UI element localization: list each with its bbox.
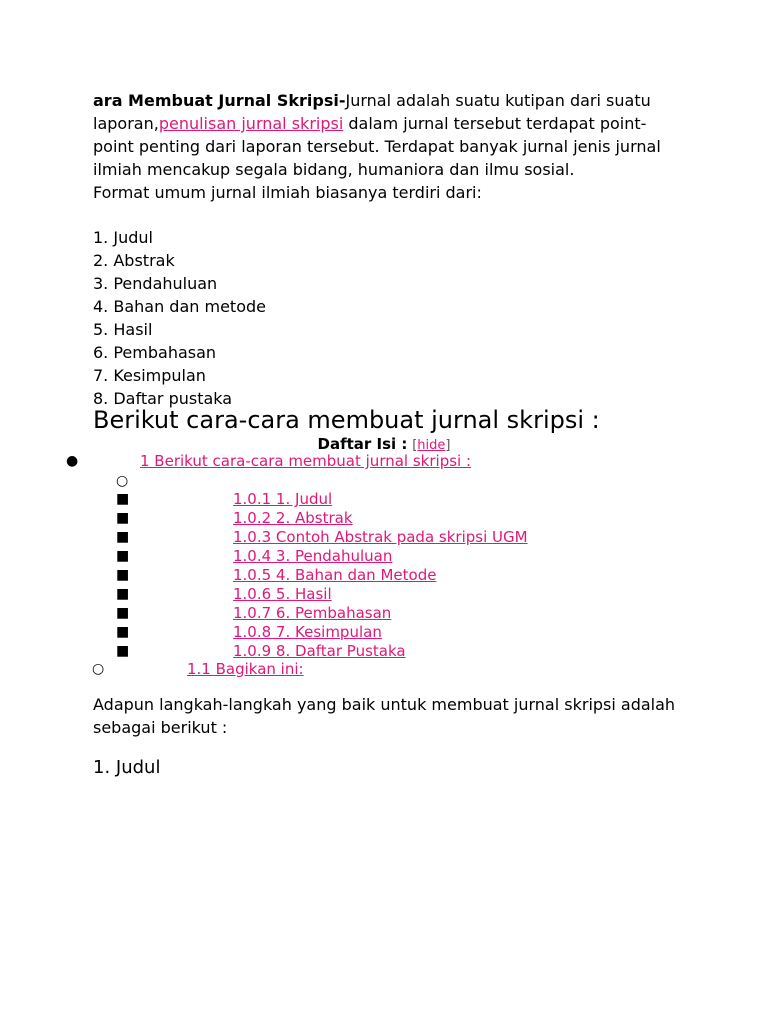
intro-text-after-link: dalam jurnal tersebut terdapat point-point penting dari laporan tersebut. Terdapat banyak jurnal jenis jurnal ilmiah mencakup segala bidang, humaniora dan ilmu sosial.: [93, 114, 661, 179]
toc-entry: [0, 566, 768, 585]
toc-entry: [0, 452, 768, 471]
list-item: 6. Pembahasan: [93, 343, 217, 362]
toc-link[interactable]: 1.0.5 4. Bahan dan Metode: [233, 566, 437, 584]
closing-paragraph: Adapun langkah-langkah yang baik untuk membuat jurnal skripsi adalah sebagai berikut :: [93, 695, 676, 737]
toc-link[interactable]: 1 Berikut cara-cara membuat jurnal skripsi :: [140, 452, 472, 470]
toc-entry: [0, 642, 768, 661]
square-bullet-icon: ■: [116, 643, 130, 659]
toc-title: Daftar Isi :: [317, 435, 408, 453]
list-item: 5. Hasil: [93, 320, 153, 339]
toc-bracket-close: ]: [445, 438, 451, 453]
square-bullet-icon: ■: [116, 510, 130, 526]
toc-entry: [0, 490, 768, 509]
section-heading: 1. Judul: [93, 757, 161, 778]
toc-entry: [0, 660, 768, 679]
toc-bracket-open: [: [412, 438, 418, 453]
square-bullet-icon: ■: [116, 586, 130, 602]
list-item: 1. Judul: [93, 228, 153, 247]
intro-paragraph: [93, 89, 683, 204]
toc-entry: [0, 585, 768, 604]
circle-bullet-icon: ○: [116, 473, 129, 489]
square-bullet-icon: ■: [116, 491, 130, 507]
toc-link[interactable]: 1.0.8 7. Kesimpulan: [233, 623, 382, 641]
toc-entry: [0, 509, 768, 528]
square-bullet-icon: ■: [116, 548, 130, 564]
toc-entry: [0, 604, 768, 623]
toc-link[interactable]: 1.0.4 3. Pendahuluan: [233, 547, 393, 565]
toc-link[interactable]: 1.0.2 2. Abstrak: [233, 509, 353, 527]
disc-bullet-icon: ●: [66, 453, 79, 469]
toc-link[interactable]: 1.0.1 1. Judul: [233, 490, 333, 508]
square-bullet-icon: ■: [116, 624, 130, 640]
format-line: Format umum jurnal ilmiah biasanya terdiri dari:: [93, 183, 482, 202]
penulisan-jurnal-link[interactable]: penulisan jurnal skripsi: [158, 114, 344, 133]
list-item: 8. Daftar pustaka: [93, 389, 233, 408]
square-bullet-icon: ■: [116, 605, 130, 621]
toc-hide-toggle[interactable]: hide: [417, 438, 446, 453]
toc-entry: [0, 472, 768, 491]
main-heading: Berikut cara-cara membuat jurnal skripsi :: [93, 406, 600, 434]
list-item: 7. Kesimpulan: [93, 366, 206, 385]
list-item: 4. Bahan dan metode: [93, 297, 266, 316]
toc-link[interactable]: 1.0.3 Contoh Abstrak pada skripsi UGM: [233, 528, 528, 546]
square-bullet-icon: ■: [116, 567, 130, 583]
toc-link[interactable]: 1.0.7 6. Pembahasan: [233, 604, 392, 622]
toc-entry: [0, 623, 768, 642]
format-list: [93, 226, 266, 410]
toc-link[interactable]: 1.0.6 5. Hasil: [233, 585, 332, 603]
toc-entry: [0, 547, 768, 566]
square-bullet-icon: ■: [116, 529, 130, 545]
toc-link[interactable]: 1.0.9 8. Daftar Pustaka: [233, 642, 406, 660]
toc-entry: [0, 528, 768, 547]
list-item: 2. Abstrak: [93, 251, 175, 270]
circle-bullet-icon: ○: [92, 661, 105, 677]
intro-text-before-link: Jurnal adalah suatu kutipan dari suatu laporan,: [93, 91, 651, 133]
toc-link[interactable]: 1.1 Bagikan ini:: [187, 660, 304, 678]
intro-bold-title: ara Membuat Jurnal Skripsi-: [93, 91, 346, 110]
list-item: 3. Pendahuluan: [93, 274, 218, 293]
